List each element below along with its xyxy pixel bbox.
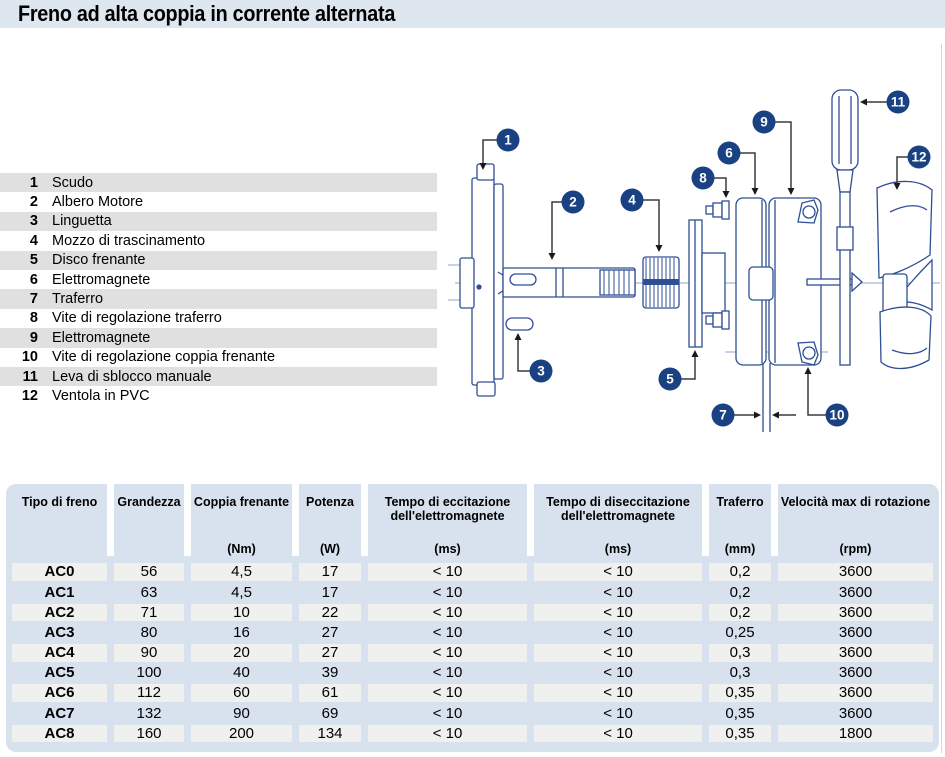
- row-header-cell: AC8: [12, 725, 107, 743]
- callout-number: 5: [666, 371, 674, 387]
- column-label: Tipo di freno: [21, 495, 98, 509]
- column-header: [191, 492, 292, 556]
- column-unit: (mm): [724, 541, 756, 556]
- diagram-callout-6: [718, 142, 741, 165]
- data-cell: 200: [191, 725, 292, 743]
- part-label: Leva di sblocco manuale: [52, 368, 212, 385]
- part-leva-sblocco: [832, 90, 858, 365]
- callout-number: 8: [699, 170, 707, 186]
- diagram-callout-12: [908, 146, 931, 169]
- data-cell: 0,2: [729, 583, 751, 601]
- data-cell: 3600: [838, 583, 873, 601]
- data-cell: 0,25: [725, 623, 755, 641]
- data-cell: 0,3: [729, 664, 751, 682]
- spec-table-body: [12, 562, 933, 744]
- data-cell: 17: [321, 583, 339, 601]
- data-cell: 0,35: [725, 704, 755, 722]
- data-cell: 160: [114, 725, 184, 743]
- part-number: 4: [29, 232, 38, 249]
- data-cell: 112: [114, 684, 184, 702]
- part-list-item-7: [0, 289, 437, 308]
- row-header-cell: AC3: [44, 623, 75, 641]
- part-number: 2: [29, 194, 38, 211]
- data-cell: 90: [233, 704, 250, 722]
- table-row-AC0: [12, 562, 933, 582]
- column-unit: (Nm): [227, 541, 256, 556]
- data-cell: 3600: [838, 623, 873, 641]
- table-row-AC5: [12, 663, 933, 683]
- part-number: 12: [21, 387, 38, 404]
- part-list-item-10: [0, 348, 437, 367]
- part-label: Disco frenante: [52, 252, 146, 269]
- column-header: [12, 492, 107, 556]
- data-cell: 27: [321, 623, 339, 641]
- data-cell: < 10: [603, 704, 633, 722]
- data-cell: 90: [114, 644, 184, 662]
- part-list-item-5: [0, 251, 437, 270]
- spec-table-header: [12, 492, 933, 556]
- data-cell: < 10: [432, 704, 463, 722]
- data-cell: 20: [191, 644, 292, 662]
- data-cell: < 10: [368, 644, 527, 662]
- column-label: Potenza: [306, 495, 354, 509]
- table-row-AC8: [12, 724, 933, 744]
- data-cell: 100: [136, 664, 162, 682]
- data-cell: 3600: [778, 644, 933, 662]
- data-cell: 3600: [778, 563, 933, 581]
- callout-number: 6: [725, 145, 733, 161]
- column-header: [114, 492, 184, 556]
- part-number: 1: [29, 174, 38, 191]
- part-scudo: [460, 164, 509, 396]
- part-list-item-3: [0, 212, 437, 231]
- row-header-cell: AC2: [12, 604, 107, 622]
- column-header: [709, 492, 771, 556]
- callout-number: 12: [911, 149, 927, 165]
- callout-number: 10: [829, 407, 845, 423]
- part-label: Vite di regolazione coppia frenante: [52, 349, 276, 366]
- diagram-callout-11: [887, 91, 910, 114]
- part-disco-frenante: [689, 220, 725, 347]
- data-cell: 27: [299, 644, 361, 662]
- diagram-callout-1: [497, 129, 520, 152]
- part-number: 7: [29, 291, 38, 308]
- data-cell: 16: [233, 623, 250, 641]
- row-header-cell: AC6: [12, 684, 107, 702]
- column-label: Grandezza: [117, 495, 181, 509]
- diagram-callout-8: [692, 167, 715, 190]
- column-label: Velocità max di rotazione: [780, 495, 931, 509]
- diagram-callout-10: [826, 404, 849, 427]
- data-cell: < 10: [603, 623, 633, 641]
- data-cell: < 10: [534, 644, 702, 662]
- column-label: Coppia frenante: [193, 495, 290, 509]
- diagram-callout-5: [659, 368, 682, 391]
- data-cell: 0,3: [709, 644, 771, 662]
- data-cell: 61: [299, 684, 361, 702]
- part-number: 11: [22, 368, 38, 385]
- part-label: Elettromagnete: [52, 329, 151, 346]
- diagram-callout-4: [621, 189, 644, 212]
- data-cell: < 10: [368, 604, 527, 622]
- diagram-callout-2: [562, 191, 585, 214]
- part-list-item-8: [0, 309, 437, 328]
- part-label: Mozzo di trascinamento: [52, 232, 206, 249]
- data-cell: < 10: [534, 684, 702, 702]
- diagram-callout-7: [712, 404, 735, 427]
- data-cell: 80: [140, 623, 158, 641]
- data-cell: 22: [299, 604, 361, 622]
- part-label: Traferro: [52, 291, 104, 308]
- data-cell: 39: [321, 664, 339, 682]
- part-linguetta: [506, 318, 533, 330]
- data-cell: < 10: [534, 604, 702, 622]
- part-number: 5: [29, 252, 38, 269]
- row-header-cell: AC1: [44, 583, 75, 601]
- data-cell: < 10: [534, 725, 702, 743]
- column-unit: (ms): [604, 541, 632, 556]
- data-cell: < 10: [534, 563, 702, 581]
- callout-number: 4: [628, 192, 636, 208]
- data-cell: 132: [136, 704, 162, 722]
- data-cell: 60: [191, 684, 292, 702]
- table-row-AC4: [12, 643, 933, 663]
- part-ventola: [877, 181, 932, 368]
- column-label: Tempo di diseccitazione dell'elettromagnete: [546, 495, 690, 523]
- column-unit: (W): [319, 541, 341, 556]
- column-header: [368, 492, 527, 556]
- data-cell: 0,2: [709, 563, 771, 581]
- row-header-cell: AC0: [12, 563, 107, 581]
- part-label: Elettromagnete: [52, 271, 151, 288]
- callout-number: 7: [719, 407, 727, 423]
- part-label: Linguetta: [52, 213, 112, 230]
- part-label: Scudo: [52, 174, 94, 191]
- data-cell: 4,5: [231, 583, 252, 601]
- table-row-AC7: [12, 703, 933, 723]
- data-cell: < 10: [432, 664, 463, 682]
- data-cell: 17: [299, 563, 361, 581]
- callout-number: 2: [569, 194, 577, 210]
- data-cell: < 10: [432, 623, 463, 641]
- diagram-callout-3: [530, 360, 553, 383]
- part-list-item-2: [0, 192, 437, 211]
- data-cell: < 10: [368, 684, 527, 702]
- data-cell: 0,35: [709, 725, 771, 743]
- column-header: [534, 492, 702, 556]
- row-header-cell: AC7: [44, 704, 75, 722]
- part-label: Ventola in PVC: [52, 387, 150, 404]
- data-cell: < 10: [603, 583, 633, 601]
- data-cell: 0,2: [709, 604, 771, 622]
- part-number: 9: [29, 329, 38, 346]
- technical-diagram: [440, 60, 945, 480]
- title-band: [0, 0, 945, 28]
- data-cell: 134: [299, 725, 361, 743]
- data-cell: 10: [191, 604, 292, 622]
- callout-number: 3: [537, 363, 545, 379]
- row-header-cell: AC5: [44, 664, 75, 682]
- part-mozzo: [643, 257, 679, 308]
- part-list-item-9: [0, 328, 437, 347]
- data-cell: 3600: [838, 704, 873, 722]
- part-number: 6: [29, 271, 38, 288]
- callout-number: 11: [890, 94, 906, 110]
- row-header-cell: AC4: [12, 644, 107, 662]
- data-cell: 40: [233, 664, 250, 682]
- column-unit: (ms): [434, 541, 461, 556]
- part-list-item-4: [0, 231, 437, 250]
- part-number: 3: [29, 213, 38, 230]
- data-cell: 71: [114, 604, 184, 622]
- parts-list: [0, 173, 437, 406]
- part-number: 8: [29, 310, 38, 327]
- part-label: Vite di regolazione traferro: [52, 310, 222, 327]
- data-cell: 0,35: [709, 684, 771, 702]
- data-cell: 1800: [778, 725, 933, 743]
- data-cell: 4,5: [191, 563, 292, 581]
- part-list-item-12: [0, 386, 437, 405]
- table-row-AC2: [12, 602, 933, 622]
- column-header: [778, 492, 933, 556]
- part-list-item-6: [0, 270, 437, 289]
- part-albero-motore: [503, 268, 635, 297]
- column-unit: (rpm): [839, 541, 872, 556]
- diagram-callout-9: [753, 111, 776, 134]
- data-cell: < 10: [432, 583, 463, 601]
- part-list-item-11: [0, 367, 437, 386]
- table-row-AC1: [12, 582, 933, 602]
- callout-number: 9: [760, 114, 768, 130]
- part-label: Albero Motore: [52, 194, 144, 211]
- part-list-item-1: [0, 173, 437, 192]
- part-number: 10: [21, 349, 38, 366]
- data-cell: 56: [114, 563, 184, 581]
- column-header: [299, 492, 361, 556]
- data-cell: < 10: [368, 725, 527, 743]
- data-cell: 3600: [778, 604, 933, 622]
- spec-table: [6, 484, 939, 752]
- table-row-AC6: [12, 683, 933, 703]
- data-cell: 3600: [838, 664, 873, 682]
- data-cell: < 10: [368, 563, 527, 581]
- column-label: Tempo di eccitazione dell'elettromagnete: [384, 495, 511, 523]
- callout-number: 1: [504, 132, 512, 148]
- data-cell: < 10: [603, 664, 633, 682]
- data-cell: 69: [321, 704, 339, 722]
- page-title: Freno ad alta coppia in corrente alternata: [18, 1, 396, 26]
- table-row-AC3: [12, 623, 933, 643]
- data-cell: 63: [140, 583, 158, 601]
- data-cell: 3600: [778, 684, 933, 702]
- column-label: Traferro: [716, 495, 764, 509]
